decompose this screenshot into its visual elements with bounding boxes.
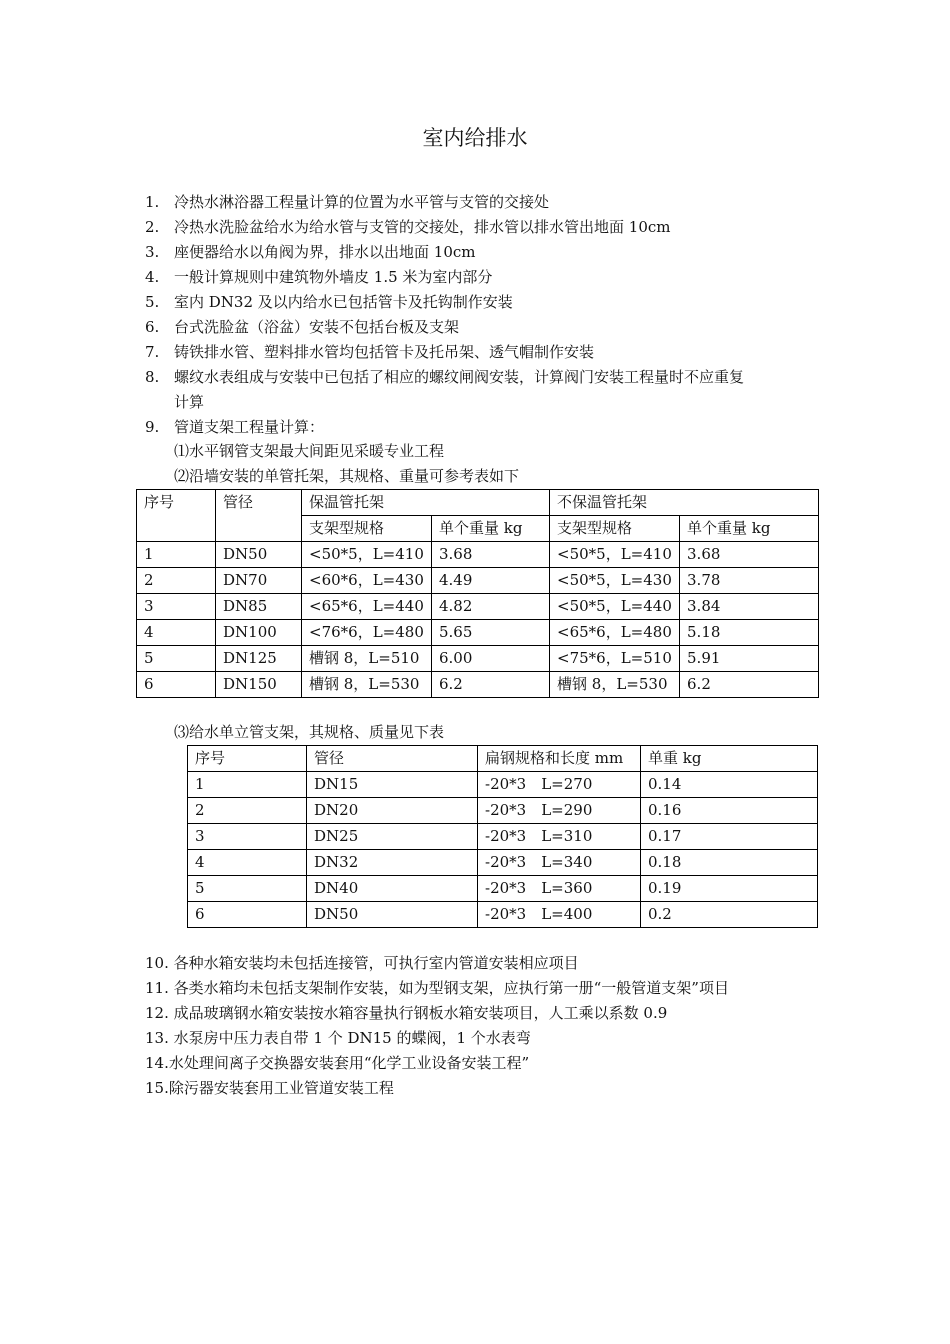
list-item: 12. 成品玻璃钢水箱安装按水箱容量执行钢板水箱安装项目，人工乘以系数 0.9 [145, 1004, 668, 1022]
table-cell: <60*6，L=430 [302, 568, 432, 594]
table-header-cell: 序号 [188, 746, 307, 772]
list-item: 13. 水泵房中压力表自带 1 个 DN15 的蝶阀，1 个水表弯 [145, 1029, 531, 1047]
table-header-cell: 保温管托架 [302, 490, 550, 516]
table-row [188, 876, 818, 902]
table-cell: 3.68 [680, 542, 819, 568]
page-title: 室内给排水 [422, 126, 528, 150]
table-row [137, 594, 819, 620]
table-cell: DN125 [216, 646, 302, 672]
table-cell: 5 [137, 646, 216, 672]
table-cell: 3.78 [680, 568, 819, 594]
table-cell: <50*5，L=440 [550, 594, 680, 620]
sub-item: ⑴水平钢管支架最大间距见采暖专业工程 [174, 442, 445, 460]
table-header-cell: 支架型规格 [550, 516, 680, 542]
table-cell: <75*6，L=510 [550, 646, 680, 672]
table-cell: <65*6，L=440 [302, 594, 432, 620]
sub-item: ⑵沿墙安装的单管托架，其规格、重量可参考表如下 [174, 467, 520, 485]
table-cell: 2 [137, 568, 216, 594]
table-header-cell: 支架型规格 [302, 516, 432, 542]
table-cell: DN20 [307, 798, 478, 824]
list-item: 7. 铸铁排水管、塑料排水管均包括管卡及托吊架、透气帽制作安装 [145, 343, 595, 361]
table-cell: DN150 [216, 672, 302, 698]
list-item: 10. 各种水箱安装均未包括连接管，可执行室内管道安装相应项目 [145, 954, 579, 972]
table-cell: -20*3 L=400 [478, 902, 641, 928]
table-cell: 0.18 [641, 850, 818, 876]
list-item: 14.水处理间离子交换器安装套用“化学工业设备安装工程” [145, 1054, 530, 1072]
table-cell: 6.2 [432, 672, 550, 698]
table-header-cell: 扁钢规格和长度 mm [478, 746, 641, 772]
table-cell: 3 [188, 824, 307, 850]
table-row [137, 568, 819, 594]
table-cell: 4 [188, 850, 307, 876]
table-cell: 1 [137, 542, 216, 568]
table-cell: 2 [188, 798, 307, 824]
table-cell: 4 [137, 620, 216, 646]
table-cell: -20*3 L=360 [478, 876, 641, 902]
table-cell: 槽钢 8，L=510 [302, 646, 432, 672]
table-cell: 5.65 [432, 620, 550, 646]
table-cell: 0.16 [641, 798, 818, 824]
table-cell: 6 [188, 902, 307, 928]
table-cell: 槽钢 8，L=530 [302, 672, 432, 698]
table-cell: -20*3 L=270 [478, 772, 641, 798]
sub-item: ⑶给水单立管支架，其规格、质量见下表 [174, 723, 445, 741]
table-cell: 3.68 [432, 542, 550, 568]
table-cell: DN40 [307, 876, 478, 902]
table-cell: <65*6，L=480 [550, 620, 680, 646]
table-header-cell: 单重 kg [641, 746, 818, 772]
table-cell: DN100 [216, 620, 302, 646]
table-cell: 6 [137, 672, 216, 698]
table-cell: 槽钢 8，L=530 [550, 672, 680, 698]
table-header-cell: 序号 [137, 490, 216, 542]
table-header-row [137, 490, 819, 516]
table-cell: 6.2 [680, 672, 819, 698]
table-cell: 5.18 [680, 620, 819, 646]
table-header-row [188, 746, 818, 772]
bracket-table [136, 489, 819, 698]
table-cell: <50*5，L=410 [550, 542, 680, 568]
table-row [188, 772, 818, 798]
table-cell: DN50 [216, 542, 302, 568]
table-cell: 4.82 [432, 594, 550, 620]
table-row [137, 620, 819, 646]
list-item: 4. 一般计算规则中建筑物外墙皮 1.5 米为室内部分 [145, 268, 493, 286]
table-cell: DN50 [307, 902, 478, 928]
table-header-cell: 管径 [216, 490, 302, 542]
list-item: 3. 座便器给水以角阀为界，排水以出地面 10cm [145, 243, 476, 261]
list-item: 9. 管道支架工程量计算： [145, 418, 325, 436]
table-cell: DN32 [307, 850, 478, 876]
table-header-cell: 不保温管托架 [550, 490, 819, 516]
list-item: 11. 各类水箱均未包括支架制作安装，如为型钢支架，应执行第一册“一般管道支架”项目 [145, 979, 729, 997]
list-item: 15.除污器安装套用工业管道安装工程 [145, 1079, 394, 1097]
table-cell: <50*5，L=430 [550, 568, 680, 594]
table-cell: 1 [188, 772, 307, 798]
list-item: 2. 冷热水洗脸盆给水为给水管与支管的交接处，排水管以排水管出地面 10cm [145, 218, 671, 236]
table-cell: DN70 [216, 568, 302, 594]
table-cell: <50*5，L=410 [302, 542, 432, 568]
list-item: 5. 室内 DN32 及以内给水已包括管卡及托钩制作安装 [145, 293, 513, 311]
table-row [188, 850, 818, 876]
table-row [188, 798, 818, 824]
table-row [137, 646, 819, 672]
table-cell: -20*3 L=290 [478, 798, 641, 824]
list-item: 1. 冷热水淋浴器工程量计算的位置为水平管与支管的交接处 [145, 193, 550, 211]
list-item-continuation: 计算 [174, 393, 205, 411]
table-cell: 0.14 [641, 772, 818, 798]
table-cell: 0.2 [641, 902, 818, 928]
table-cell: DN85 [216, 594, 302, 620]
table-cell: 0.17 [641, 824, 818, 850]
table-row [137, 542, 819, 568]
table-cell: 4.49 [432, 568, 550, 594]
table-cell: 6.00 [432, 646, 550, 672]
table-cell: 5.91 [680, 646, 819, 672]
table-cell: 3.84 [680, 594, 819, 620]
table-header-cell: 单个重量 kg [680, 516, 819, 542]
table-cell: -20*3 L=310 [478, 824, 641, 850]
table-row [188, 902, 818, 928]
table-cell: 3 [137, 594, 216, 620]
riser-bracket-table [187, 745, 818, 928]
table-cell: DN15 [307, 772, 478, 798]
table-cell: 5 [188, 876, 307, 902]
list-item: 8. 螺纹水表组成与安装中已包括了相应的螺纹闸阀安装，计算阀门安装工程量时不应重复 [145, 368, 745, 386]
table-row [188, 824, 818, 850]
table-cell: <76*6，L=480 [302, 620, 432, 646]
table-cell: DN25 [307, 824, 478, 850]
table-row [137, 672, 819, 698]
table-cell: 0.19 [641, 876, 818, 902]
table-header-cell: 单个重量 kg [432, 516, 550, 542]
table-header-cell: 管径 [307, 746, 478, 772]
table-cell: -20*3 L=340 [478, 850, 641, 876]
list-item: 6. 台式洗脸盆（浴盆）安装不包括台板及支架 [145, 318, 460, 336]
